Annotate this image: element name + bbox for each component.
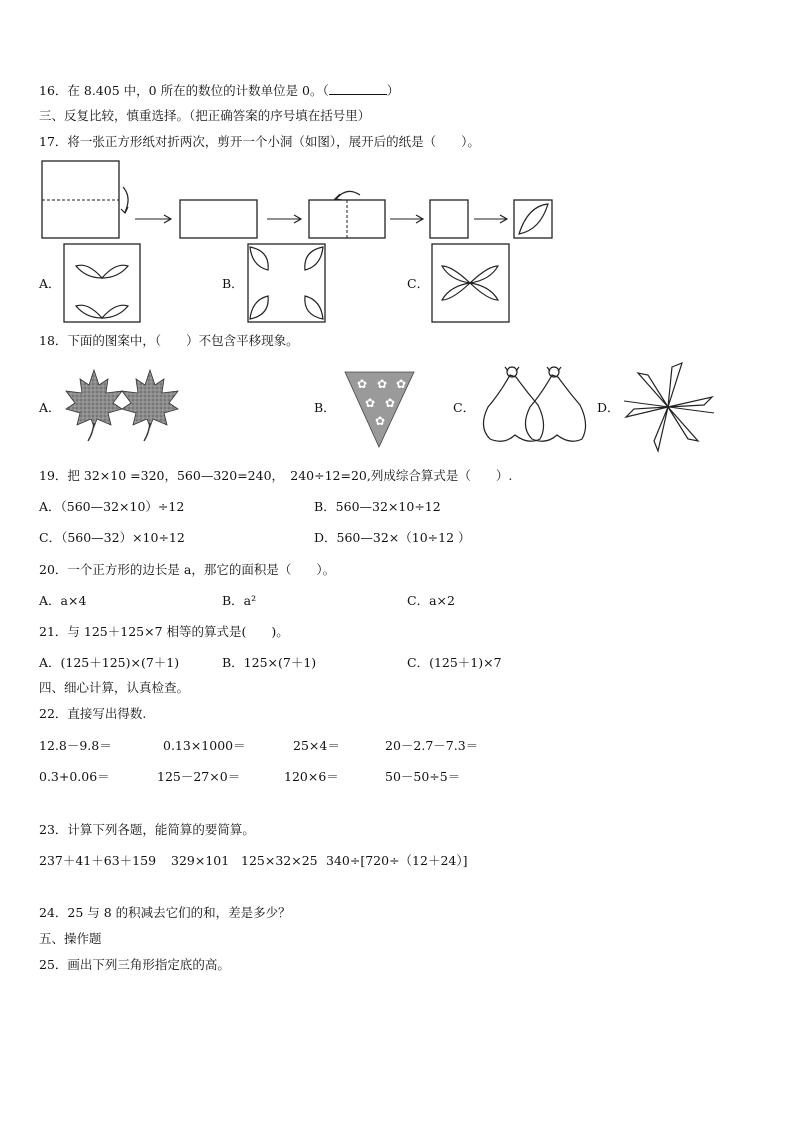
q23-item: 125×32×25 (241, 853, 318, 868)
q20 (39, 562, 335, 578)
q20-number: 20． (39, 562, 68, 577)
q18-text: 下面的图案中，（ ）不包含平移现象。 (67, 333, 299, 348)
q25-number: 25． (39, 957, 68, 972)
maple-leaf-icon (66, 370, 122, 427)
q20-option-a[interactable]: A．a×4 (39, 593, 87, 608)
paper-folded-once (180, 200, 257, 238)
section-4-heading: 四、细心计算，认真检查。 (39, 680, 190, 695)
q19 (39, 468, 512, 484)
svg-text:✿: ✿ (365, 396, 376, 410)
section-3-heading: 三、反复比较，慎重选择。（把正确答案的序号填在括号里） (39, 108, 371, 123)
q22 (39, 706, 146, 722)
q18-number: 18． (39, 333, 68, 348)
option-b-square (248, 244, 325, 322)
q20-option-c[interactable]: C．a×2 (407, 593, 455, 608)
q23-number: 23． (39, 822, 68, 837)
q23-text: 计算下列各题，能简算的要简算。 (67, 822, 255, 837)
q20-option-b[interactable]: B．a² (222, 593, 257, 608)
q22-number: 22． (39, 706, 68, 721)
svg-text:✿: ✿ (377, 377, 388, 391)
q21 (39, 624, 289, 640)
q21-option-b[interactable]: B．125×(7＋1) (222, 655, 317, 670)
paper-small-square (430, 200, 468, 238)
q22-row2-item: 125－27×0＝ (157, 769, 241, 784)
q17-option-c-label[interactable]: C． (407, 276, 430, 291)
q17-option-a-label[interactable]: A． (39, 276, 61, 291)
q23-item: 237＋41＋63＋159 (39, 853, 157, 868)
option-d-pinwheel (624, 363, 714, 451)
q21-number: 21． (39, 624, 68, 639)
q22-row1-item: 0.13×1000＝ (163, 738, 246, 753)
q17-number: 17． (39, 134, 68, 149)
q21-option-a[interactable]: A．(125＋125)×(7＋1) (39, 655, 180, 670)
q25-text: 画出下列三角形指定底的高。 (67, 957, 230, 972)
q21-text: 与 125＋125×7 相等的算式是( )。 (67, 624, 289, 639)
q19-option-d[interactable]: D．560—32×（10÷12 ） (314, 530, 471, 545)
option-a-square (64, 244, 140, 322)
q18-option-c-label[interactable]: C． (453, 400, 476, 415)
q18 (39, 333, 299, 349)
q24-text: 25 与 8 的积减去它们的和，差是多少？ (67, 905, 291, 920)
q22-row2-item: 120×6＝ (284, 769, 339, 784)
maple-leaf-icon (122, 370, 178, 427)
q19-option-a[interactable]: A．（560—32×10）÷12 (39, 499, 185, 514)
q24-number: 24． (39, 905, 68, 920)
q22-row1-item: 20－2.7－7.3＝ (385, 738, 479, 753)
svg-text:✿: ✿ (396, 377, 407, 391)
q22-row1-item: 25×4＝ (293, 738, 340, 753)
q19-text: 把 32×10 =320，560—320=240， 240÷12=20,列成综合算式是（ ）. (67, 468, 513, 483)
svg-text:✿: ✿ (385, 396, 396, 410)
svg-text:✿: ✿ (375, 414, 386, 428)
q17-option-b-label[interactable]: B． (222, 276, 244, 291)
q23-item: 329×101 (171, 853, 230, 868)
option-c-bird-outlines (483, 367, 585, 441)
q22-row2-item: 50－50÷5＝ (385, 769, 461, 784)
q18-pattern-figures (0, 355, 794, 455)
q17-text: 将一张正方形纸对折两次，剪开一个小洞（如图），展开后的纸是（ ）。 (67, 134, 480, 149)
q21-option-c[interactable]: C．(125＋1)×7 (407, 655, 502, 670)
option-b-flower-triangle (345, 372, 414, 447)
q22-row2-item: 0.3+0.06＝ (39, 769, 110, 784)
q16-number: 16． (39, 83, 68, 98)
q19-option-b[interactable]: B．560—32×10÷12 (314, 499, 441, 514)
q23-item: 340÷[720÷（12＋24）] (326, 853, 468, 868)
q22-row1-item: 12.8－9.8＝ (39, 738, 112, 753)
q22-text: 直接写出得数. (67, 706, 147, 721)
q16-text: 在 8.405 中，0 所在的数位的计数单位是 0。（ (67, 83, 329, 98)
q18-option-b-label[interactable]: B． (314, 400, 336, 415)
q17-folding-diagram (0, 0, 794, 340)
q18-option-a-label[interactable]: A． (39, 400, 61, 415)
section-5-heading: 五、操作题 (39, 931, 102, 946)
q23 (39, 822, 255, 838)
q19-option-c[interactable]: C．（560—32）×10÷12 (39, 530, 185, 545)
svg-text:✿: ✿ (357, 377, 368, 391)
q16-close: ） (386, 83, 400, 98)
q24 (39, 905, 291, 921)
q18-option-d-label[interactable]: D． (597, 400, 620, 415)
q25 (39, 957, 230, 973)
q20-text: 一个正方形的边长是 a，那它的面积是（ ）。 (67, 562, 336, 577)
q19-number: 19． (39, 468, 68, 483)
fold-arrowhead (121, 207, 128, 213)
option-a-maple-leaves (66, 370, 178, 441)
